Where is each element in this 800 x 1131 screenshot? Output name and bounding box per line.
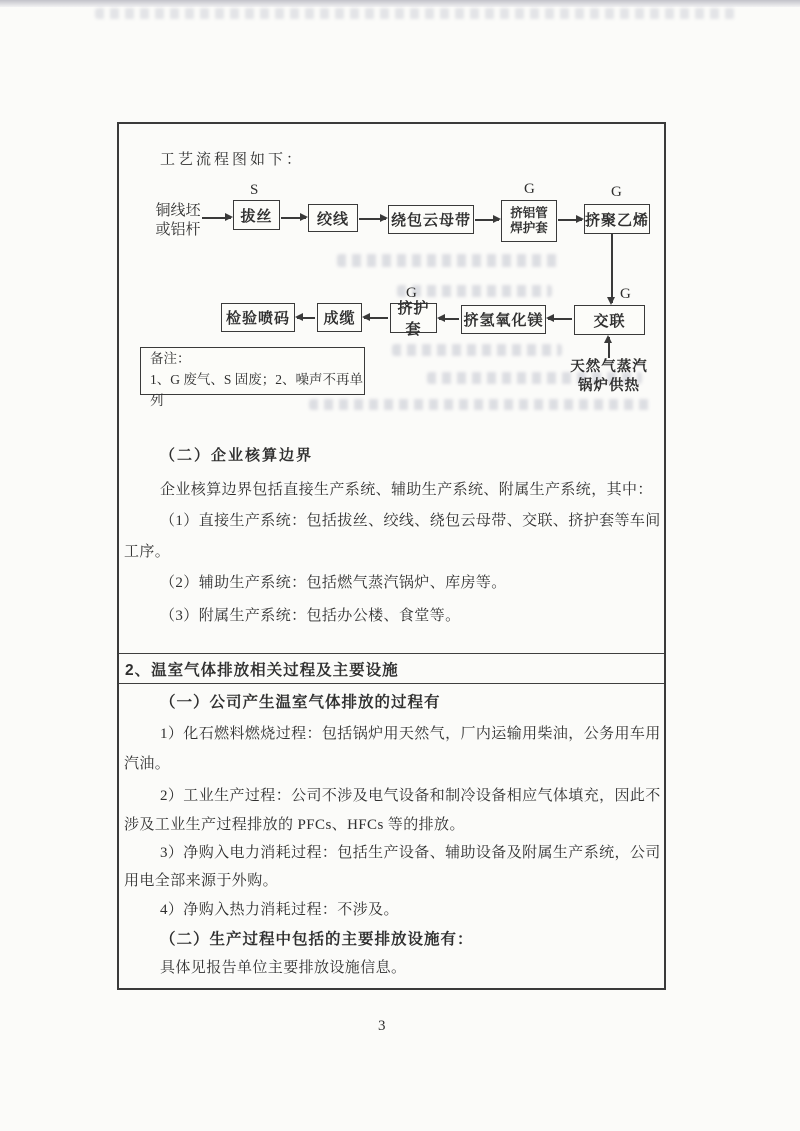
flow-arrow — [202, 217, 231, 219]
bleedthrough-smudge — [397, 285, 552, 297]
emissions-line: 2）工业生产过程：公司不涉及电气设备和制冷设备相应气体填充，因此不 — [160, 788, 661, 804]
emissions-closing-line: 具体见报告单位主要排放设施信息。 — [160, 960, 407, 976]
flow-box-label: 拔丝 — [240, 208, 273, 225]
flow-box-label: 挤铝管 — [510, 205, 548, 220]
flow-arrow — [439, 318, 459, 320]
flow-box-label: 挤护套 — [397, 301, 430, 338]
flow-arrow — [359, 218, 386, 220]
flow-source-line1: 铜线坯 — [155, 203, 201, 219]
table-row-section2-header — [119, 653, 664, 684]
emissions-line: 用电全部来源于外购。 — [124, 873, 279, 889]
flow-box-crosslinking — [574, 305, 645, 335]
table-cell-process-flow — [119, 124, 664, 653]
flow-box-mica-taping — [388, 205, 474, 234]
flow-note-box — [140, 347, 365, 408]
flowchart-title: 工艺流程图如下： — [160, 152, 305, 168]
boundary-line: （2）辅助生产系统：包括燃气蒸汽锅炉、库房等。 — [160, 575, 507, 591]
flow-box-aluminum-sheath — [501, 200, 557, 242]
flow-box-inspection-coding — [221, 303, 295, 332]
boundary-line: 企业核算边界包括直接生产系统、辅助生产系统、附属生产系统，其中： — [160, 482, 653, 498]
bleedthrough-smudge — [337, 254, 562, 267]
emissions-sub2-heading: （二）生产过程中包括的主要排放设施有： — [160, 931, 474, 948]
boundary-heading: （二）企业核算边界 — [160, 448, 314, 464]
flow-box-label: 挤氢氧化镁 — [463, 313, 544, 329]
flow-arrow — [475, 219, 499, 221]
flow-box-label: 交联 — [593, 313, 626, 330]
heat-supply-line2: 锅炉供热 — [578, 378, 640, 394]
emissions-line: 汽油。 — [124, 756, 171, 772]
note-content: 1、G 废气、S 固废；2、噪声不再单列 — [150, 372, 364, 408]
bleedthrough-smudge — [392, 344, 562, 356]
section2-header: 2、温室气体排放相关过程及主要设施 — [125, 662, 399, 679]
emissions-line: 3）净购入电力消耗过程：包括生产设备、辅助设备及附属生产系统，公司 — [160, 845, 661, 861]
note-title: 备注： — [150, 351, 191, 366]
boundary-line: 工序。 — [124, 544, 171, 560]
flow-box-label: 绞线 — [316, 211, 349, 228]
flow-arrow — [364, 317, 388, 319]
flow-box-label: 挤聚乙烯 — [585, 212, 650, 229]
boundary-line: （3）附属生产系统：包括办公楼、食堂等。 — [160, 608, 461, 624]
emissions-line: 4）净购入热力消耗过程：不涉及。 — [160, 902, 399, 918]
scan-edge-shadow — [0, 0, 800, 7]
flow-box-label: 检验喷码 — [225, 311, 290, 327]
flow-box-magnesium-hydroxide — [461, 305, 546, 334]
flow-arrow-up — [608, 337, 610, 358]
flow-box-label: 成缆 — [323, 311, 356, 327]
flow-box-label: 绕包云母带 — [390, 213, 471, 229]
flow-box-polyethylene-extrusion — [584, 204, 650, 234]
flow-source-line2: 或铝杆 — [155, 222, 201, 238]
flow-arrow-down — [611, 234, 613, 303]
flow-tag-s-waste: S — [250, 182, 259, 198]
emissions-line: 涉及工业生产过程排放的 PFCs、HFCs 等的排放。 — [124, 817, 465, 833]
boundary-line: （1）直接生产系统：包括拔丝、绞线、绕包云母带、交联、挤护套等车间 — [160, 513, 661, 529]
flow-box-wire-drawing — [233, 200, 280, 230]
flow-arrow — [558, 219, 582, 221]
table-cell-emissions — [119, 684, 664, 988]
emissions-sub1-heading: （一）公司产生温室气体排放的过程有 — [160, 694, 441, 711]
flow-box-sheath-extrusion — [390, 301, 437, 338]
flow-box-stranding — [308, 204, 358, 232]
flow-tag-g-waste: G — [524, 181, 535, 197]
flow-arrow — [297, 317, 315, 319]
heat-supply-line1: 天然气蒸汽 — [570, 359, 648, 375]
flow-tag-g-waste: G — [406, 285, 417, 301]
heat-supply-label — [559, 358, 659, 396]
page-number: 3 — [378, 1018, 386, 1034]
flow-tag-g-waste: G — [611, 184, 622, 200]
bleedthrough-smudge — [95, 8, 735, 19]
flow-arrow — [281, 217, 306, 219]
flow-box-label: 焊护套 — [510, 221, 548, 235]
emissions-line: 1）化石燃料燃烧过程：包括锅炉用天然气，厂内运输用柴油，公务用车用 — [160, 726, 661, 742]
flow-box-cabling — [317, 303, 362, 332]
flow-source-label — [155, 202, 201, 240]
flow-tag-g-waste: G — [620, 286, 631, 302]
flow-arrow — [548, 318, 572, 320]
document-table — [117, 122, 666, 990]
